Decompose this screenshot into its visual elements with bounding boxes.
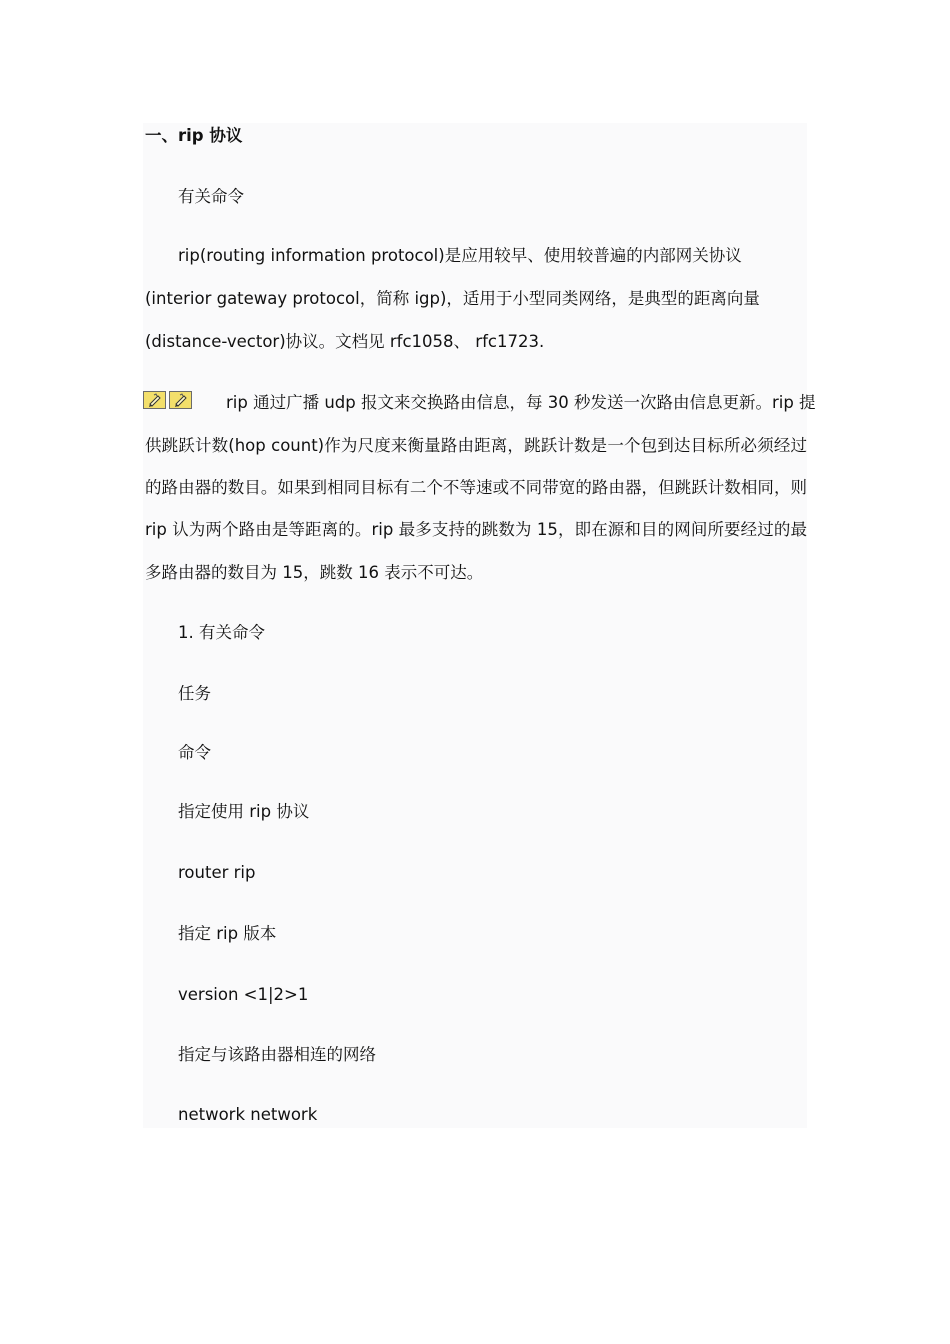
body-line-5: 多路由器的数目为 15，跳数 16 表示不可达。 xyxy=(145,563,484,582)
edit-pencil-icon xyxy=(143,391,166,409)
intro-line-3: (distance-vector)协议。文档见 rfc1058、 rfc1723. xyxy=(145,332,545,351)
task-cell: 指定 rip 版本 xyxy=(178,924,277,943)
body-line-1: rip 通过广播 udp 报文来交换路由信息，每 30 秒发送一次路由信息更新。rip 提 xyxy=(226,393,816,412)
intro-line-2: (interior gateway protocol，简称 igp)，适用于小型同类网络，是典型的距离向量 xyxy=(145,289,760,308)
command-cell: version <1|2>1 xyxy=(178,985,309,1004)
commands-heading: 1. 有关命令 xyxy=(178,623,265,642)
edit-pencil-icon xyxy=(169,391,192,409)
command-cell: router rip xyxy=(178,863,256,882)
task-cell: 指定使用 rip 协议 xyxy=(178,802,310,821)
task-cell: 指定与该路由器相连的网络 xyxy=(178,1045,376,1064)
inline-image xyxy=(143,391,192,409)
section-title: 一、rip 协议 xyxy=(145,126,243,145)
column-task: 任务 xyxy=(178,684,211,703)
body-line-4: rip 认为两个路由是等距离的。rip 最多支持的跳数为 15，即在源和目的网间所要经过的最 xyxy=(145,520,807,539)
body-line-3: 的路由器的数目。如果到相同目标有二个不等速或不同带宽的路由器，但跳跃计数相同，则 xyxy=(145,478,807,497)
body-line-2: 供跳跃计数(hop count)作为尺度来衡量路由距离，跳跃计数是一个包到达目标所必须经过 xyxy=(145,436,807,455)
column-command: 命令 xyxy=(178,743,211,762)
intro-line-1: rip(routing information protocol)是应用较早、使用较普遍的内部网关协议 xyxy=(178,246,742,265)
section-subtitle: 有关命令 xyxy=(178,187,244,206)
command-cell: network network xyxy=(178,1105,318,1124)
